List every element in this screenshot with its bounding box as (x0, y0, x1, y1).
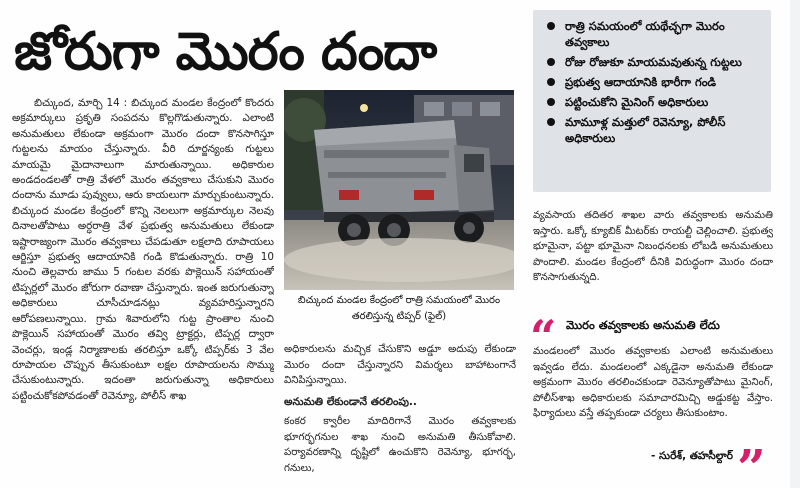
highlight-item: పట్టించుకోని మైనింగ్ అధికారులు (543, 94, 761, 110)
headline: జోరుగా మొరం దందా (14, 22, 437, 82)
highlight-item: రోజు రోజుకూ మాయమవుతున్న గుట్టలు (543, 54, 761, 70)
tipper-truck-photo (284, 90, 514, 290)
photo-caption: బిచ్కుంద మండల కేంద్రంలో రాత్రి సమయంలో మొరం తరలిస్తున్న టిప్పర్ (ఫైల్) (297, 295, 501, 322)
article-text: అధికారులను మచ్చిక చేసుకొని అడ్డూ అదుపు లేకుండా మొరం దందా చేస్తున్నారని విమర్శలు బాహాటంగానే వినిపిస్తున్నాయి. (284, 344, 516, 386)
article-column-middle (284, 342, 516, 488)
article-column-right (533, 208, 773, 308)
subheading: అనుమతి లేకుండానే తరలింపు.. (284, 395, 417, 408)
article-text: కంకర క్వారీల మాదిరిగానే మొరం తవ్వకాలకు భూగర్భగనుల శాఖ నుంచి అనుమతి తీసుకోవాలి. పర్యావరణాన్ని దృష్టిలో ఉంచుకొని రెవెన్యూ, భూగర్భ, గనులు, (284, 416, 516, 474)
quote-signature: - సురేశ్, తహసీల్దార్ (651, 450, 733, 462)
close-quote-icon: ” (737, 440, 766, 480)
highlights-list (543, 18, 761, 146)
quote-body: మండలంలో మొరం తవ్వకాలకు ఎలాంటి అనుమతులు ఇవ్వడం లేదు. మండలంలో ఎక్కడైనా అనుమతి లేకుండా అక్రమంగా మొరం తరలించకుండా రెవెన్యూతోపాటు మైనింగ్, పోలీస్‌శాఖ అధికారులకు సమాచారమిచ్చి అడ్డుకట్ట వేస్తాం. ఫిర్యాదులు వస్తే తప్పకుండా చర్యలు తీసుకుంటాం. (533, 346, 773, 420)
article-text: బిచ్కుంద, మార్చి 14 : బిచ్కుంద మండల కేంద్రంలో కొందరు అక్రమార్కులు ప్రకృతి సంపదను కొల్లగొడుతున్నారు. ఎలాంటి అనుమతులు లేకుండా అక్రమంగా మొరం దందా కొనసాగిస్తూ గుట్టలను మాయం చేస్తున్నారు. వీరి దూర్జన్యంకు గుట్టలు మాయమై మైదానాలుగా మారుతున్నాయి. అధికారుల అండదండలతో రాత్రి వేళలో మొరం తవ్వకాలు చేసుకుని మొరం దందాను మూడు పువ్వులు, ఆరు కాయలుగా మార్చుకుంటున్నారు. బిచ్కుంద మండల కేంద్రంలో కొన్ని నెలలుగా అక్రమార్కుల నెలవు దినాలతోపాటు అర్ధరాత్రి వేళ ప్రభుత్వ అనుమతులు లేకుండా ఇష్టారాజ్యంగా మొరం తవ్వకాలు చేపడుతూ లక్షలాది రూపాయలు ఆర్జిస్తూ ప్రభుత్వ ఆదాయానికి గండి కొడుతున్నారు. రాత్రి 10 నుంచి తెల్లవారు జాము 5 గంటల వరకు పొక్లెయిన్ సహాయంతో టిప్పర్లలో మొరం జోరుగా రవాణా చేస్తున్నారు. ఇంత జరుగుతున్నా అధికారులు చూసీచూడనట్లు వ్యవహరిస్తున్నారని ఆరోపణలున్నాయి. గ్రామ శివారులోని గుట్ట ప్రాంతాల నుంచి పొక్లెయిన్ సహాయంతో మొరం తవ్వి ట్రాక్టర్లు, టిప్పర్ల ద్వారా వెంచర్లు, ఇండ్ల నిర్మాణాలకు తరలిస్తూ ఒక్కో టిప్పర్‌కు 3 వేల రూపాయల చొప్పున తీసుకుంటూ లక్షల రూపాయలను సొమ్ము చేసుకుంటున్నారు. ఇదంతా జరుగుతున్నా అధికారులు పట్టించుకోకపోవడంతో రెవెన్యూ, పోలీస్ శాఖ (12, 97, 274, 402)
article-text: వ్యవసాయ తదితర శాఖల వారు తవ్వకాలకు అనుమతి ఇస్తారు. ఒక్కో క్యూబిక్ మీటర్‌కు రాయల్టీ చెల్లించాలి. ప్రభుత్వ భూమైనా, పట్టా భూమైనా నిబంధనలకు లోబడి అనుమతులు పొందాలి. మండల కేంద్రంలో దీనికి విరుద్ధంగా మొరం దందా కొనసాగుతున్నది. (533, 210, 773, 284)
highlight-item: రాత్రి సమయంలో యథేచ్ఛగా మొరం తవ్వకాలు (543, 18, 761, 50)
highlight-item: మామూళ్ల మత్తులో రెవెన్యూ, పోలీస్ అధికారులు (543, 114, 761, 146)
bullet-icon (547, 78, 555, 86)
bullet-icon (547, 98, 555, 106)
bullet-icon (547, 118, 555, 126)
bullet-icon (547, 58, 555, 66)
quote-title: మొరం తవ్వకాలకు అనుమతి లేదు (566, 317, 720, 332)
article-column-left (12, 96, 274, 486)
highlight-item: ప్రభుత్వ ఆదాయానికి భారీగా గండి (543, 74, 761, 90)
quote-header (530, 310, 778, 342)
open-quote-icon: “ (530, 312, 557, 340)
tipper-truck-illustration (284, 90, 514, 290)
bullet-icon (547, 22, 555, 30)
highlights-box (533, 10, 771, 192)
page-edge (790, 0, 800, 488)
